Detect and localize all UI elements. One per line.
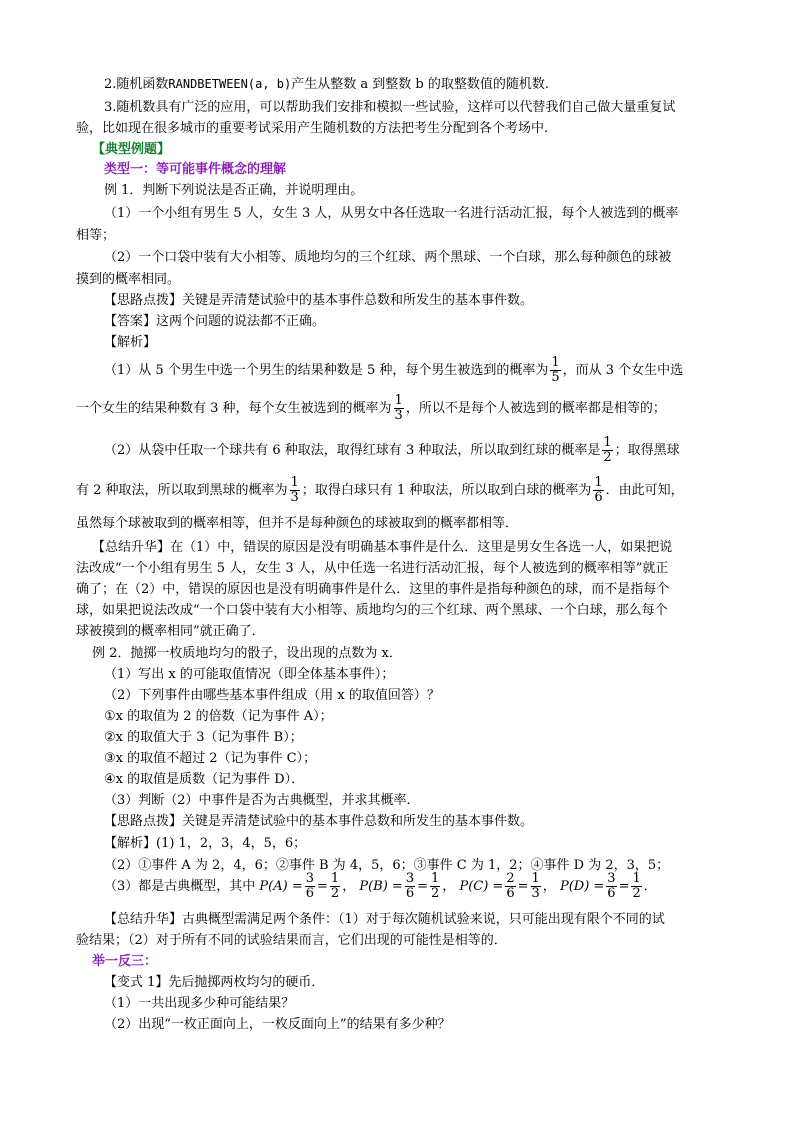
drill-heading: 举一反三： [92, 954, 158, 969]
fraction: $\frac{3}{6}$ [305, 871, 315, 901]
text-line: 相等； [76, 228, 116, 243]
answer-line: 【答案】这两个问题的说法都不正确。 [104, 314, 326, 329]
solution-line: 【解析】(1) 1，2，3，4，5，6； [104, 836, 307, 851]
fraction: $\frac{1}{3}$ [290, 475, 299, 505]
text-line: （2）下列事件由哪些基本事件组成（用 x 的取值回答）？ [104, 688, 440, 703]
summary-line: 【总结升华】古典概型需满足两个条件：（1）对于每次随机试验来说，只可能出现有限个不同的试 [104, 912, 665, 927]
example-title: 例 1．判断下列说法是否正确，并说明理由。 [104, 183, 364, 198]
event-item: ②x 的取值大于 3（记为事件 B）； [104, 730, 303, 745]
text-line: （2）出现“一枚正面向上，一枚反面向上”的结果有多少种？ [104, 1017, 451, 1032]
hint-line: 【思路点拨】关键是弄清楚试验中的基本事件总数和所发生的基本事件数。 [104, 814, 534, 829]
fraction: $\frac{1}{3}$ [394, 393, 403, 423]
fraction: $\frac{1}{2}$ [431, 871, 440, 901]
text-line: 3.随机数具有广泛的应用，可以帮助我们安排和模拟一些试验，这样可以代替我们自己做大量重复试 [104, 100, 676, 115]
fraction: $\frac{1}{6}$ [594, 475, 603, 505]
text-line: 摸到的概率相同。 [76, 272, 181, 287]
text-line: 虽然每个球被取到的概率相等，但并不是每种颜色的球被取到的概率都相等． [76, 516, 519, 531]
fraction: $\frac{2}{6}$ [506, 871, 515, 901]
text-line: （2）一个口袋中装有大小相等、质地均匀的三个红球、两个黑球、一个白球，那么每种颜色的球被 [104, 250, 672, 265]
fraction: $\frac{3}{6}$ [607, 871, 616, 901]
solution-line: （3）都是古典概型，其中 P(A) = $\frac{3}{6}$ = $\frac{1}{2}$ ， P(B) = $\frac{3}{6}$ = $\frac{1}{2}$ ， P(C) = $\frac{2}{6}$ = $\frac{1}{3}$ ， P(D) = $\frac{3}{6}$ = $\frac{1}{2}$ ． [104, 871, 657, 901]
text-line: 一个女生的结果种数有 3 种，每个女生被选到的概率为 $\frac{1}{3}$ ，所以不是每个人被选到的概率都是相等的； [76, 393, 666, 423]
text-line: （1）写出 x 的可能取值情况（即全体基本事件）； [104, 667, 395, 682]
solution-line: （2）①事件 A 为 2，4，6；②事件 B 为 4，5，6；③事件 C 为 1，2；④事件 D 为 2，3，5； [104, 858, 670, 873]
text-line: （1）一个小组有男生 5 人，女生 3 人，从男女中各任选取一名进行活动汇报，每个人被选到的概率 [104, 206, 679, 221]
fraction: $\frac{1}{3}$ [531, 871, 540, 901]
event-item: ③x 的取值不超过 2（记为事件 C）； [104, 751, 317, 766]
summary-line: 球被摸到的概率相同”就正确了． [76, 624, 265, 639]
text-line: （3）判断（2）中事件是否为古典概型，并求其概率． [104, 793, 420, 808]
section-heading: 【典型例题】 [92, 142, 171, 157]
text-line: 2.随机函数RANDBETWEEN(a, b)产生从整数 a 到整数 b 的取整数值的随机数. [104, 77, 549, 92]
event-item: ④x 的取值是质数（记为事件 D）． [104, 772, 305, 787]
text-line: 验，比如现在很多城市的重要考试采用产生随机数的方法把考生分配到各个考场中. [76, 121, 549, 136]
summary-line: 【总结升华】在（1）中，错误的原因是没有明确基本事件是什么．这里是男女生各选一人，如果把说 [92, 540, 673, 555]
text-line: 有 2 种取法，所以取到黑球的概率为 $\frac{1}{3}$ ；取得白球只有 1 种取法，所以取到白球的概率为 $\frac{1}{6}$ ．由此可知， [76, 475, 684, 505]
hint-line: 【思路点拨】关键是弄清楚试验中的基本事件总数和所发生的基本事件数。 [104, 293, 534, 308]
variant-title: 【变式 1】先后抛掷两枚均匀的硬币． [104, 975, 325, 990]
example-title: 例 2．抛掷一枚质地均匀的骰子，设出现的点数为 x． [92, 646, 402, 661]
text-line: （1）一共出现多少种可能结果？ [104, 996, 295, 1011]
fraction: $\frac{3}{6}$ [405, 871, 415, 901]
summary-line: 法改成“一个小组有男生 5 人，女生 3 人，从中任选一名进行活动汇报，每个人被选到的概率相等”就正 [76, 561, 669, 576]
fraction: $\frac{1}{2}$ [330, 871, 340, 901]
solution-heading: 【解析】 [104, 335, 157, 350]
event-item: ①x 的取值为 2 的倍数（记为事件 A）； [104, 709, 333, 724]
summary-line: 确了；在（2）中，错误的原因也是没有明确事件是什么．这里的事件是指每种颜色的球，而不是指每个 [76, 582, 670, 597]
text-line: （1）从 5 个男生中选一个男生的结果种数是 5 种，每个男生被选到的概率为 $\frac{1}{5}$ ，而从 3 个女生中选 [104, 355, 684, 385]
fraction: $\frac{1}{2}$ [632, 871, 641, 901]
summary-line: 球，如果把说法改成“一个口袋中装有大小相等、质地均匀的三个红球、两个黑球、一个白球，那么每个 [76, 603, 668, 618]
fraction: $\frac{1}{2}$ [603, 435, 612, 465]
type-heading: 类型一：等可能事件概念的理解 [104, 162, 287, 177]
fraction: $\frac{1}{5}$ [551, 355, 560, 385]
summary-line: 验结果；（2）对于所有不同的试验结果而言，它们出现的可能性是相等的． [76, 933, 507, 948]
text-line: （2）从袋中任取一个球共有 6 种取法，取得红球有 3 种取法，所以取到红球的概率是 $\frac{1}{2}$ ；取得黑球 [104, 435, 680, 465]
